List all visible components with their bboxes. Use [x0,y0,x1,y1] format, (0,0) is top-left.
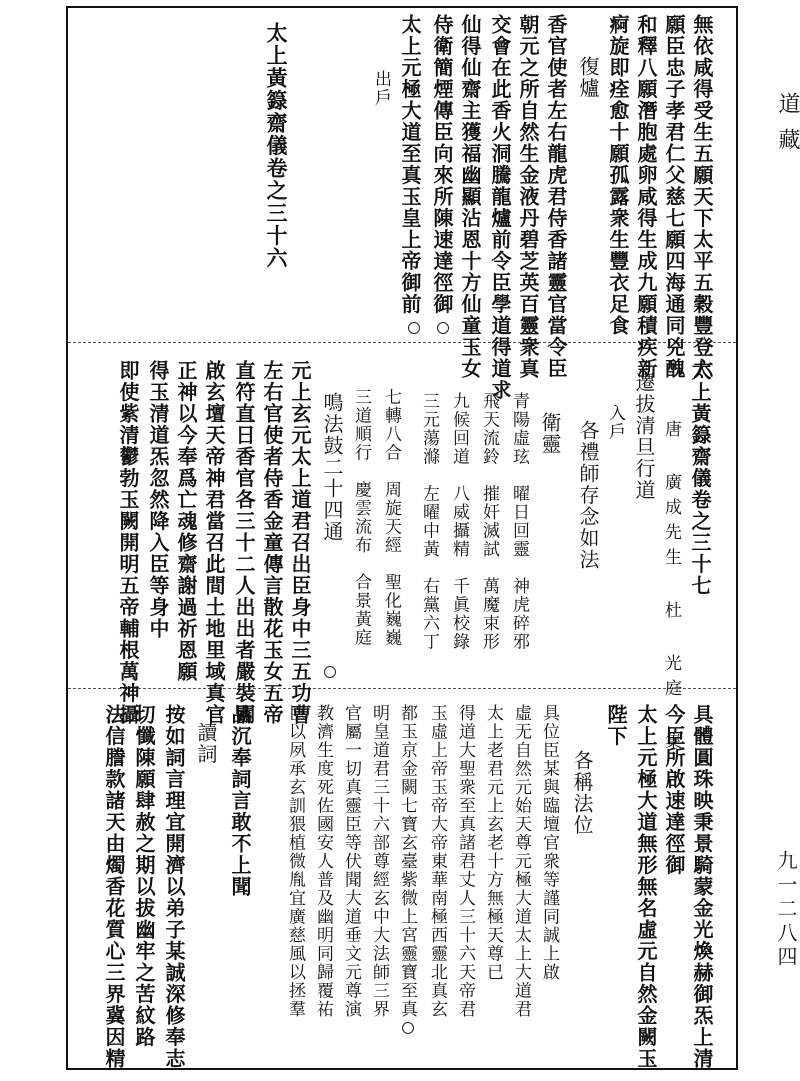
punctuation-circle [402,1022,414,1034]
text-column: 品沉奉詞言敢不上聞 [228,704,252,898]
text-column: 無依咸得受生五願天下太平五穀豐登六 [690,14,714,380]
text-column: 痾旋即痊愈十願孤露衆生豐衣足食 [606,14,630,337]
text-column: 九候回道 八威攝精 千眞校錄 [449,392,469,651]
text-column: 按如詞言理宜開濟以弟子某誠深修奉志 [162,704,186,1070]
section-heading: 讀詞 [194,722,218,765]
section-heading: 各稱法位 [570,750,594,836]
text-column: 三元蕩滌 左曜中黃 右黨六丁 [419,392,439,651]
text-column: 和釋八願潛胞處卵咸得生成九願積疾新 [634,14,658,380]
author-line: 唐 廣成先生 杜 光庭 集 [661,420,681,757]
text-column: 遷拔清旦行道 [632,372,656,501]
text-column: 仙得仙齋主獲福幽顯沾恩十方仙童玉女 [458,14,482,380]
text-column: 臣以夙承玄訓猥植微胤宜廣慈風以拯羣 [285,704,305,1019]
side-label: 道藏 [775,92,800,164]
text-column: 七轉八合 周旋天經 聖化巍巍 [381,388,401,647]
text-column: 太上元極大道至真玉皇上帝御前 [398,14,422,315]
section-heading: 復爐 [576,56,600,99]
text-column: 直符直日香官各三十二人出出者嚴裝關 [232,360,256,726]
text-column: 飛天流鈴 摧奸滅試 萬魔束形 [479,392,499,651]
text-column: 出戶 [371,70,391,107]
text-column: 都玉京金闕七寶玄臺紫微上宮靈寶至真 [397,704,417,1019]
text-column: 鳴法鼓二十四通 [320,392,344,543]
punctuation-circle [408,322,420,334]
text-column: 虛无自然元始天尊元極大道太上大道君 [511,704,531,1019]
text-column: 交會在此香火洞騰龍爐前令臣學道得道求 [488,14,512,401]
text-column: 今臣所啟速達徑御 [662,704,686,876]
text-column: 願臣忠子孝君仁父慈七願四海通同兇醜 [662,14,686,380]
text-column: 即使紫清鬱勃玉闕開明五帝輔根萬神攝 [116,360,140,726]
text-column: 具位臣某與臨壇官衆等謹同誠上啟 [539,704,559,982]
text-column: 明皇道君三十六部尊經玄中大法師三界 [369,704,389,1019]
text-column: 官屬一切真靈臣等伏聞大道垂文元尊演 [341,704,361,1019]
text-column: 得玉清道炁忽然降入臣等身中 [146,360,170,640]
text-column: 左右官使者侍香金童傳言散花玉女五帝 [260,360,284,726]
text-column: 法信謄款諸天由燭香花質心三界冀因精 [102,704,126,1070]
text-column: 正神以今奉爲亡魂修齋謝過祈恩願 [174,360,198,683]
section-heading: 衛靈 [538,412,562,455]
section-divider-bottom [68,688,736,689]
text-column: 入戶 [605,404,625,441]
punctuation-circle [324,666,336,678]
text-column: 朝元之所自然生金液丹碧芝英百靈衆真 [516,14,540,380]
text-column: 各禮師存念如法 [576,420,600,571]
page-number: 九一二八四 [774,850,798,970]
text-column: 教濟生度死佐國安人普及幽明同歸覆祐 [313,704,333,1019]
text-column: 侍衛簡煙傳臣向來所陳速達徑御 [430,14,454,315]
text-column: 太上老君元上玄老十方無極天尊已 [483,704,503,982]
text-column: 香官使者左右龍虎君侍香諸靈官當令臣 [544,14,568,380]
text-column: 玉虛上帝玉帝大帝東華南極西靈北真玄 [427,704,447,1019]
text-column: 青陽虛玹 曜日回靈 神虎碎邪 [509,392,529,651]
volume-title: 太上黃籙齋儀卷之三十六 [264,22,289,270]
punctuation-circle [437,322,449,334]
text-column: 得道大聖衆至真諸君丈人三十六天帝君 [455,704,475,1019]
text-column: 元上玄元太上道君召出臣身中三五功曹 [288,360,312,726]
text-column: 啟玄壇天帝神君當召此間土地里域真官 [202,360,226,726]
volume-title: 太上黃籙齋儀卷之三十七 [688,360,712,597]
text-column: 陛下 [604,704,628,747]
text-column: 太上元極大道無形無名虛元自然金闕玉 [634,704,658,1070]
text-column: 切懺陳願肆赦之期以拔幽牢之苦紋路 [132,704,156,1048]
text-column: 具體圓珠映秉景騎蒙金光煥赫御炁上清 [690,704,714,1070]
text-column: 三道順行 慶雲流布 合景黃庭 [351,388,371,647]
